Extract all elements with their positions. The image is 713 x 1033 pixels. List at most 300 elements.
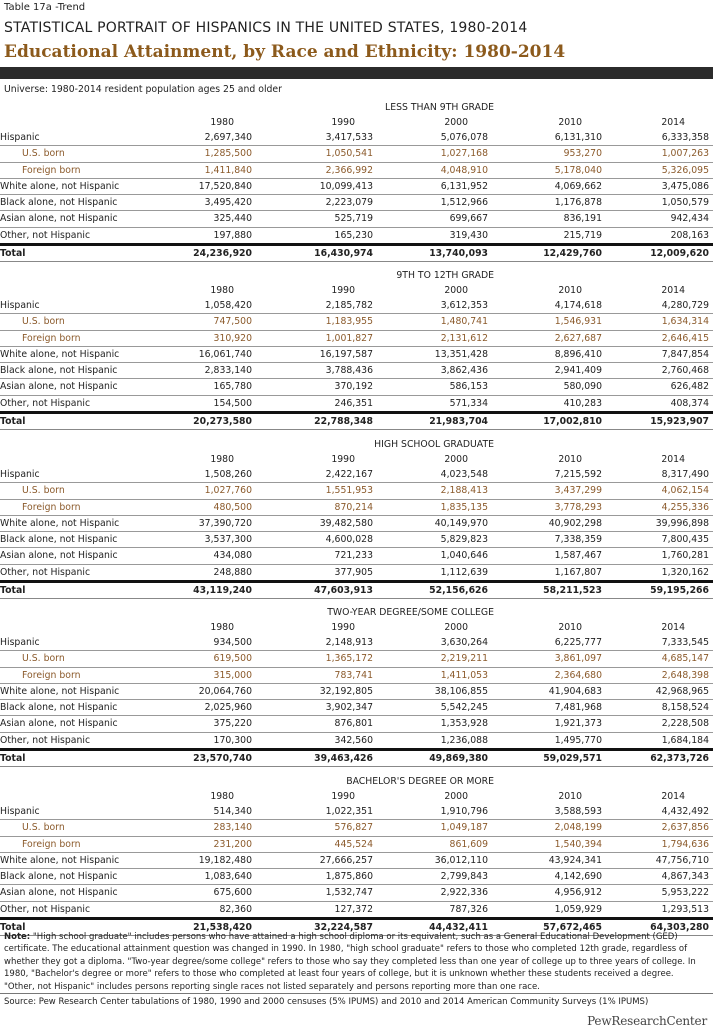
table-cell: 876,801: [256, 716, 377, 732]
table-cell: 21,983,704: [377, 413, 494, 430]
table-cell: 44,432,411: [377, 919, 494, 936]
table-row: [0, 716, 713, 732]
row-label: Total: [0, 919, 138, 936]
table-cell: 626,482: [608, 379, 713, 395]
table-cell: 4,600,028: [256, 532, 377, 548]
table-cell: 4,062,154: [608, 483, 713, 499]
table-cell: 1,049,187: [377, 820, 494, 836]
table-cell: 319,430: [449, 229, 489, 241]
table-cell: 37,390,720: [138, 515, 256, 531]
table-cell: 377,905: [334, 566, 373, 578]
table-cell: 1,921,373: [494, 716, 608, 732]
year-header: 1990: [331, 454, 355, 465]
table-cell: 4,023,548: [377, 467, 494, 483]
table-row: [0, 395, 713, 412]
table-cell: 370,192: [256, 379, 377, 395]
table-cell: 4,048,910: [377, 162, 494, 178]
year-header: 2014: [661, 117, 686, 128]
blank-cell: [494, 101, 713, 115]
table-cell: 8,158,524: [608, 700, 713, 716]
table-cell: 580,090: [494, 379, 608, 395]
table-cell: 4,685,147: [608, 651, 713, 667]
row-label: Asian alone, not Hispanic: [0, 885, 138, 901]
table-cell: 445,524: [256, 836, 377, 852]
table-cell: 231,200: [138, 836, 256, 852]
table-cell: 3,437,299: [494, 483, 608, 499]
table-cell: 3,537,300: [138, 532, 256, 548]
table-cell: 699,667: [377, 211, 494, 227]
table-cell: 787,326: [449, 903, 488, 915]
table-row: [0, 635, 713, 651]
table-cell: 3,495,420: [138, 195, 256, 211]
table-cell: 6,225,777: [494, 635, 608, 651]
table-cell: 215,719: [563, 229, 603, 241]
table-cell: 2,760,468: [608, 363, 713, 379]
table-cell: 375,220: [138, 716, 256, 732]
table-cell: 3,417,533: [256, 130, 377, 146]
table-cell: 1,684,184: [661, 734, 710, 746]
table-cell: 5,178,040: [494, 162, 608, 178]
table-cell: 59,195,266: [608, 582, 713, 599]
row-label: Asian alone, not Hispanic: [0, 379, 138, 395]
table-cell: 1,001,827: [256, 330, 377, 346]
row-label: Other, not Hispanic: [0, 734, 91, 746]
table-cell: 1,512,966: [377, 195, 494, 211]
year-header: 2010: [558, 622, 583, 633]
table-cell: 39,996,898: [608, 515, 713, 531]
year-header: 1980: [210, 622, 234, 633]
table-cell: 52,156,626: [377, 582, 494, 599]
section-table: [0, 606, 713, 767]
table-row: [0, 130, 713, 146]
year-header: 2000: [444, 622, 469, 633]
section-title-row: [0, 101, 713, 115]
table-cell: 24,236,920: [138, 245, 256, 262]
row-label: Hispanic: [0, 130, 138, 146]
table-cell: 58,211,523: [494, 582, 608, 599]
table-cell: 19,182,480: [138, 852, 256, 868]
table-row: [0, 515, 713, 531]
table-cell: 1,040,646: [377, 548, 494, 564]
table-cell: 208,163: [670, 229, 710, 241]
table-cell: 3,612,353: [377, 298, 494, 314]
blank-cell: [494, 269, 713, 283]
table-cell: 21,538,420: [138, 919, 256, 936]
year-header: 1990: [331, 285, 355, 296]
year-header-row: [0, 452, 713, 467]
source-divider: [0, 993, 713, 994]
table-cell: 4,956,912: [494, 885, 608, 901]
table-cell: 410,283: [563, 397, 603, 409]
table-cell: 4,255,336: [608, 499, 713, 515]
table-cell: 675,600: [138, 885, 256, 901]
table-cell: 1,167,807: [554, 566, 602, 578]
year-header: 1990: [331, 117, 355, 128]
table-cell: 1,293,513: [661, 903, 709, 915]
table-cell: 49,869,380: [377, 750, 494, 767]
row-label: Hispanic: [0, 635, 138, 651]
table-cell: 1,411,053: [377, 667, 494, 683]
table-cell: 1,059,929: [554, 903, 602, 915]
table-cell: 8,317,490: [608, 467, 713, 483]
table-cell: 1,007,263: [608, 146, 713, 162]
table-cell: 16,061,740: [138, 346, 256, 362]
section-table: [0, 775, 713, 936]
row-label: Hispanic: [0, 804, 138, 820]
table-cell: 2,627,687: [494, 330, 608, 346]
page-title: Educational Attainment, by Race and Ethnicity: 1980-2014: [4, 42, 566, 62]
table-cell: 942,434: [608, 211, 713, 227]
table-cell: 7,215,592: [494, 467, 608, 483]
year-header-row: [0, 283, 713, 298]
table-cell: 62,373,726: [608, 750, 713, 767]
table-row: [0, 379, 713, 395]
section-title-row: [0, 775, 713, 789]
section-title: BACHELOR'S DEGREE OR MORE: [346, 776, 494, 787]
total-row: [0, 245, 713, 262]
table-cell: 3,902,347: [256, 700, 377, 716]
table-cell: 2,025,960: [138, 700, 256, 716]
table-cell: 2,637,856: [608, 820, 713, 836]
table-cell: 283,140: [138, 820, 256, 836]
row-label: Other, not Hispanic: [0, 397, 91, 409]
table-cell: 3,475,086: [608, 178, 713, 194]
row-label: Asian alone, not Hispanic: [0, 716, 138, 732]
year-header-row: [0, 620, 713, 635]
table-cell: 20,273,580: [138, 413, 256, 430]
table-cell: 17,520,840: [138, 178, 256, 194]
table-cell: 1,480,741: [377, 314, 494, 330]
table-row: [0, 146, 713, 162]
table-cell: 408,374: [670, 397, 710, 409]
table-cell: 20,064,760: [138, 683, 256, 699]
row-label: White alone, not Hispanic: [0, 852, 138, 868]
table-cell: 2,148,913: [256, 635, 377, 651]
table-cell: 6,333,358: [608, 130, 713, 146]
supertitle: STATISTICAL PORTRAIT OF HISPANICS IN THE UNITED STATES, 1980-2014: [4, 20, 528, 36]
table-cell: 1,532,747: [256, 885, 377, 901]
table-cell: 4,142,690: [494, 869, 608, 885]
table-row: [0, 548, 713, 564]
table-cell: 1,910,796: [377, 804, 494, 820]
year-header: 2014: [661, 285, 686, 296]
table-cell: 2,188,413: [377, 483, 494, 499]
table-cell: 2,697,340: [138, 130, 256, 146]
table-cell: 1,083,640: [138, 869, 256, 885]
table-cell: 2,219,211: [377, 651, 494, 667]
table-row: [0, 499, 713, 515]
table-cell: 43,924,341: [494, 852, 608, 868]
table-cell: 836,191: [494, 211, 608, 227]
table-cell: 480,500: [138, 499, 256, 515]
table-cell: 39,463,426: [256, 750, 377, 767]
table-cell: 1,411,840: [138, 162, 256, 178]
row-label: Foreign born: [0, 836, 138, 852]
table-cell: 586,153: [377, 379, 494, 395]
table-row: [0, 885, 713, 901]
row-label: Total: [0, 750, 138, 767]
table-id: Table 17a -Trend: [4, 2, 86, 13]
table-cell: 5,326,095: [608, 162, 713, 178]
table-row: [0, 227, 713, 244]
total-row: [0, 413, 713, 430]
row-label: Foreign born: [0, 162, 138, 178]
blank-cell: [0, 101, 256, 115]
year-header: 1980: [210, 791, 234, 802]
row-label: Hispanic: [0, 298, 138, 314]
table-cell: 165,780: [138, 379, 256, 395]
row-label: White alone, not Hispanic: [0, 178, 138, 194]
row-label: Foreign born: [0, 499, 138, 515]
table-cell: 7,338,359: [494, 532, 608, 548]
table-row: [0, 732, 713, 749]
table-cell: 325,440: [138, 211, 256, 227]
section-table: [0, 438, 713, 599]
year-header-row: [0, 789, 713, 804]
year-header: 2014: [661, 622, 686, 633]
table-cell: 783,741: [256, 667, 377, 683]
table-row: [0, 836, 713, 852]
year-header: 2000: [444, 454, 468, 465]
table-row: [0, 363, 713, 379]
table-cell: 2,185,782: [256, 298, 377, 314]
table-cell: 1,875,860: [256, 869, 377, 885]
blank-cell: [0, 789, 138, 804]
row-label: Asian alone, not Hispanic: [0, 211, 138, 227]
table-cell: 16,430,974: [256, 245, 377, 262]
table-cell: 40,149,970: [377, 515, 494, 531]
table-row: [0, 667, 713, 683]
table-cell: 248,880: [213, 566, 252, 578]
table-cell: 7,333,545: [608, 635, 713, 651]
table-row: [0, 467, 713, 483]
table-cell: 41,904,683: [494, 683, 608, 699]
table-cell: 3,630,264: [377, 635, 494, 651]
table-row: [0, 162, 713, 178]
section-title-row: [0, 606, 713, 620]
table-cell: 3,788,436: [256, 363, 377, 379]
total-row: [0, 582, 713, 599]
blank-cell: [494, 438, 713, 452]
row-label: U.S. born: [0, 314, 138, 330]
table-cell: 1,508,260: [138, 467, 256, 483]
row-label: Black alone, not Hispanic: [0, 869, 138, 885]
table-row: [0, 314, 713, 330]
table-cell: 197,880: [213, 229, 252, 241]
table-cell: 82,360: [219, 903, 252, 915]
blank-cell: [494, 606, 713, 620]
blank-cell: [0, 283, 138, 298]
section-title: 9TH TO 12TH GRADE: [396, 270, 495, 281]
table-row: [0, 298, 713, 314]
table-cell: 170,300: [213, 734, 252, 746]
table-cell: 2,941,409: [494, 363, 608, 379]
table-cell: 2,364,680: [494, 667, 608, 683]
table-cell: 1,760,281: [608, 548, 713, 564]
blank-cell: [0, 606, 256, 620]
table-cell: 1,794,636: [608, 836, 713, 852]
blank-cell: [494, 775, 713, 789]
year-header: 2010: [558, 117, 583, 128]
row-label: Hispanic: [0, 467, 138, 483]
table-cell: 870,214: [256, 499, 377, 515]
table-cell: 3,778,293: [494, 499, 608, 515]
table-cell: 38,106,855: [377, 683, 494, 699]
table-cell: 36,012,110: [377, 852, 494, 868]
table-cell: 342,560: [334, 734, 373, 746]
row-label: Other, not Hispanic: [0, 229, 91, 241]
table-row: [0, 195, 713, 211]
table-row: [0, 804, 713, 820]
year-header: 2014: [661, 791, 685, 802]
table-cell: 59,029,571: [494, 750, 608, 767]
section-title: LESS THAN 9TH GRADE: [385, 102, 495, 113]
table-cell: 47,603,913: [256, 582, 377, 599]
section-title-row: [0, 438, 713, 452]
year-header: 2010: [558, 791, 582, 802]
table-cell: 934,500: [138, 635, 256, 651]
year-header-row: [0, 115, 713, 130]
table-cell: 6,131,952: [377, 178, 494, 194]
table-cell: 43,119,240: [138, 582, 256, 599]
table-cell: 2,422,167: [256, 467, 377, 483]
table-row: [0, 820, 713, 836]
table-row: [0, 330, 713, 346]
table-cell: 571,334: [449, 397, 489, 409]
row-label: Foreign born: [0, 667, 138, 683]
table-cell: 1,495,770: [554, 734, 603, 746]
row-label: Total: [0, 582, 138, 599]
table-cell: 13,740,093: [377, 245, 494, 262]
table-cell: 22,788,348: [256, 413, 377, 430]
table-cell: 4,280,729: [608, 298, 713, 314]
table-cell: 12,429,760: [494, 245, 608, 262]
table-row: [0, 532, 713, 548]
table-cell: 1,050,541: [256, 146, 377, 162]
table-cell: 1,587,467: [494, 548, 608, 564]
table-cell: 3,862,436: [377, 363, 494, 379]
table-cell: 27,666,257: [256, 852, 377, 868]
row-label: U.S. born: [0, 651, 138, 667]
table-cell: 525,719: [256, 211, 377, 227]
row-label: Total: [0, 413, 138, 430]
row-label: Other, not Hispanic: [0, 566, 91, 578]
table-cell: 1,835,135: [377, 499, 494, 515]
pew-logo: PewResearchCenter: [587, 1014, 707, 1028]
section-title-row: [0, 269, 713, 283]
blank-cell: [0, 620, 138, 635]
table-cell: 1,365,172: [256, 651, 377, 667]
table-cell: 861,609: [377, 836, 494, 852]
table-cell: 7,481,968: [494, 700, 608, 716]
footnote-text: "High school graduate" includes persons who have attained a high school diploma or its equivalent, such as a General Educational Development (GED) certificate. The educational attainment question was changed in 1990. In 1980, "high school graduate" refers to those who completed 12th grade, regardless of whether they got a diploma. "Two-year degree/some college" refers to those who say they completed less than one year of college up to three years of college. In 1980, "Bachelor's degree or more" refers to those who completed at least four years of college, but it is unknown whether these students received a degree. "Other, not Hispanic" includes persons reporting single races not listed separately and persons reporting more than one race.: [4, 932, 696, 992]
table-cell: 7,800,435: [608, 532, 713, 548]
table-row: [0, 869, 713, 885]
table-cell: 514,340: [138, 804, 256, 820]
table-cell: 2,799,843: [377, 869, 494, 885]
table-row: [0, 700, 713, 716]
table-cell: 1,027,760: [138, 483, 256, 499]
table-row: [0, 483, 713, 499]
table-cell: 32,224,587: [256, 919, 377, 936]
blank-cell: [0, 775, 256, 789]
section-title: HIGH SCHOOL GRADUATE: [374, 439, 494, 450]
table-cell: 2,833,140: [138, 363, 256, 379]
blank-cell: [0, 438, 256, 452]
total-row: [0, 750, 713, 767]
table-cell: 619,500: [138, 651, 256, 667]
table-cell: 8,896,410: [494, 346, 608, 362]
row-label: Asian alone, not Hispanic: [0, 548, 138, 564]
table-row: [0, 852, 713, 868]
table-cell: 12,009,620: [608, 245, 713, 262]
table-cell: 154,500: [213, 397, 252, 409]
table-cell: 1,176,878: [494, 195, 608, 211]
table-cell: 32,192,805: [256, 683, 377, 699]
table-cell: 4,174,618: [494, 298, 608, 314]
table-row: [0, 564, 713, 581]
table-cell: 434,080: [138, 548, 256, 564]
footnote: [4, 931, 706, 993]
year-header: 2010: [558, 285, 583, 296]
table-cell: 1,027,168: [377, 146, 494, 162]
row-label: U.S. born: [0, 820, 138, 836]
table-cell: 5,953,222: [608, 885, 713, 901]
table-cell: 3,861,097: [494, 651, 608, 667]
year-header: 2000: [444, 791, 468, 802]
row-label: U.S. born: [0, 146, 138, 162]
table-cell: 2,646,415: [608, 330, 713, 346]
table-cell: 4,867,343: [608, 869, 713, 885]
table-cell: 1,022,351: [256, 804, 377, 820]
table-cell: 1,112,639: [440, 566, 488, 578]
table-cell: 1,050,579: [608, 195, 713, 211]
table-cell: 1,634,314: [608, 314, 713, 330]
table-cell: 1,353,928: [377, 716, 494, 732]
table-cell: 64,303,280: [608, 919, 713, 936]
source-line: Source: Pew Research Center tabulations of 1980, 1990 and 2000 censuses (5% IPUMS) and 2010 and 2014 American Community Surveys (1% IPUMS): [4, 997, 649, 1007]
table-cell: 57,672,465: [494, 919, 608, 936]
section-title: TWO-YEAR DEGREE/SOME COLLEGE: [327, 607, 495, 618]
blank-cell: [0, 115, 138, 130]
table-cell: 42,968,965: [608, 683, 713, 699]
table-cell: 47,756,710: [608, 852, 713, 868]
table-cell: 2,228,508: [608, 716, 713, 732]
year-header: 1990: [331, 622, 355, 633]
table-cell: 1,236,088: [440, 734, 489, 746]
table-cell: 16,197,587: [256, 346, 377, 362]
table-row: [0, 651, 713, 667]
table-cell: 3,588,593: [494, 804, 608, 820]
row-label: White alone, not Hispanic: [0, 515, 138, 531]
section-table: [0, 269, 713, 430]
section-table: [0, 101, 713, 262]
table-cell: 23,570,740: [138, 750, 256, 767]
year-header: 2014: [661, 454, 685, 465]
universe-note: Universe: 1980-2014 resident population ages 25 and older: [4, 84, 282, 95]
table-cell: 2,922,336: [377, 885, 494, 901]
title-divider-bar: [0, 67, 713, 79]
table-cell: 2,131,612: [377, 330, 494, 346]
table-cell: 13,351,428: [377, 346, 494, 362]
table-row: [0, 211, 713, 227]
row-label: Black alone, not Hispanic: [0, 700, 138, 716]
row-label: Foreign born: [0, 330, 138, 346]
year-header: 1990: [331, 791, 355, 802]
table-cell: 747,500: [138, 314, 256, 330]
table-cell: 2,048,199: [494, 820, 608, 836]
table-cell: 1,551,953: [256, 483, 377, 499]
